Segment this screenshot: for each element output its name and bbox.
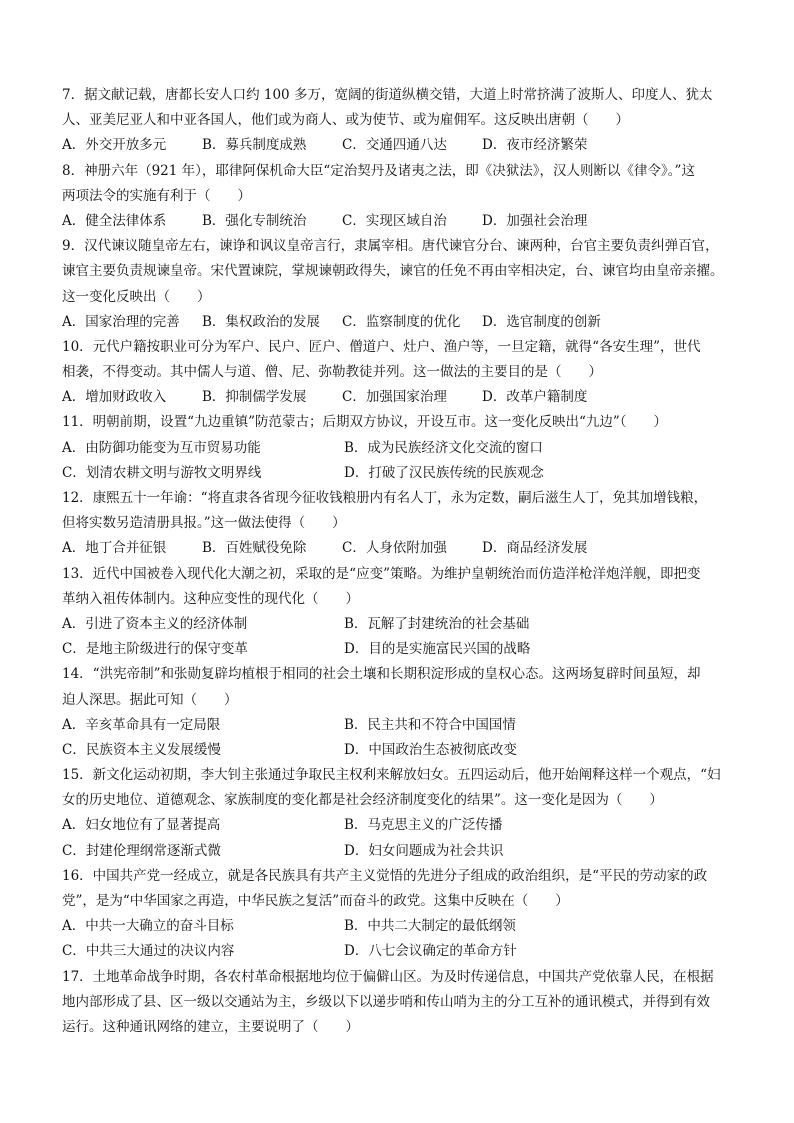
options-row [62, 839, 738, 864]
question-text-line: 地内部形成了县、区一级以交通站为主，乡级以下以递步哨和传山哨为主的分工互补的通讯模式，并得到有效 [62, 993, 710, 1010]
question-text-line: 相袭，不得变动。其中儒人与道、僧、尼、弥勒教徒并列。这一做法的主要目的是（ ） [62, 364, 602, 381]
option-c: C．民族资本主义发展缓慢 [62, 741, 221, 758]
question-text-line: 党”，是为“中华国家之再造，中华民族之复活”而奋斗的政党。这集中反映在（ ） [62, 893, 569, 909]
option-d: D．夜市经济繁荣 [482, 137, 588, 154]
question-10 [62, 335, 738, 411]
options-row [62, 738, 738, 763]
options-row [62, 637, 738, 662]
question-text-line: 10．元代户籍按职业可分为军户、民户、匠户、僧道户、灶户、渔户等，一旦定籍，就得“各安生理”，世代 [62, 338, 701, 355]
option-d: D．选官制度的创新 [482, 313, 601, 330]
option-a: A．国家治理的完善 [62, 313, 180, 330]
question-9 [62, 234, 738, 335]
question-text-line: 11．明朝前期，设置“九边重镇”防范蒙古；后期双方协议，开设互市。这一变化反映出“九边”（ ） [62, 414, 668, 431]
question-text-line: 15．新文化运动初期，李大钊主张通过争取民主权利来解放妇女。五四运动后，他开始阐释这样一个观点，“妇 [62, 767, 721, 784]
question-text-line: 7．据文献记载，唐都长安人口约 100 多万，宽阔的街道纵横交错，大道上时常挤满了波斯人、印度人、犹太 [62, 87, 713, 103]
option-b: B．成为民族经济文化交流的窗口 [344, 439, 543, 456]
options-row [62, 461, 738, 486]
question-text-line: 女的历史地位、道德观念、家族制度的变化都是社会经济制度变化的结果”。这一变化是因为（ ） [62, 792, 663, 809]
options-row [62, 813, 738, 838]
option-a: A．中共一大确立的奋斗目标 [62, 918, 234, 935]
question-text-line: 谏官主要负责规谏皇帝。宋代置谏院，掌规谏朝政得失，谏官的任免不再由宰相决定，台、谏官均由皇帝亲擢。 [62, 263, 724, 280]
option-a: A．增加财政收入 [62, 389, 167, 406]
option-a: A．引进了资本主义的经济体制 [62, 615, 248, 632]
option-a: A．外交开放多元 [62, 137, 167, 154]
option-c: C．交通四通八达 [342, 137, 447, 154]
option-c: C．监察制度的优化 [342, 313, 461, 330]
question-text-line: 13．近代中国被卷入现代化大潮之初，采取的是“应变”策略。为维护皇朝统治而仿造洋枪洋炮洋舰，即把变 [62, 565, 701, 582]
option-c: C．划清农耕文明与游牧文明界线 [62, 464, 262, 481]
option-b: B．马克思主义的广泛传播 [344, 817, 503, 834]
question-text-line: 8．神册六年（921 年），耶律阿保机命大臣“定治契丹及诸夷之法，即《决狱法》，汉人则断以《律令》。”这 [62, 162, 695, 179]
option-d: D．中国政治生态被彻底改变 [344, 741, 517, 758]
option-a: A．妇女地位有了显著提高 [62, 817, 221, 834]
option-c: C．封建伦理纲常逐渐式微 [62, 842, 221, 859]
question-15 [62, 763, 738, 864]
option-c: C．人身依附加强 [342, 540, 447, 557]
option-c: C．中共三大通过的决议内容 [62, 943, 235, 960]
options-row [62, 939, 738, 964]
options-row [62, 612, 738, 637]
options-row [62, 133, 738, 158]
option-b: B．民主共和不符合中国国情 [344, 716, 516, 733]
question-12 [62, 486, 738, 562]
option-b: B．百姓赋役免除 [202, 540, 307, 557]
options-row [62, 310, 738, 335]
option-d: D．改革户籍制度 [482, 389, 588, 406]
question-16 [62, 864, 738, 965]
option-b: B．集权政治的发展 [202, 313, 320, 330]
question-8 [62, 159, 738, 235]
option-b: B．募兵制度成熟 [202, 137, 307, 154]
question-text-line: 17．土地革命战争时期，各农村革命根据地均位于偏僻山区。为及时传递信息，中国共产党依靠人民，在根据 [62, 968, 714, 985]
option-b: B．抑制儒学发展 [202, 389, 307, 406]
options-row [62, 436, 738, 461]
options-row [62, 536, 738, 561]
option-b: B．瓦解了封建统治的社会基础 [344, 615, 530, 632]
question-text-line: 16．中国共产党一经成立，就是各民族具有共产主义觉悟的先进分子组成的政治组织，是“平民的劳动家的政 [62, 867, 708, 884]
option-d: D．加强社会治理 [482, 212, 588, 229]
option-a: A．由防御功能变为互市贸易功能 [62, 439, 261, 456]
question-11 [62, 410, 738, 486]
option-a: A．辛亥革命具有一定局限 [62, 716, 221, 733]
option-a: A．健全法律体系 [62, 212, 167, 229]
question-text-line: 迫人深思。据此可知（ ） [62, 691, 238, 708]
question-list [62, 83, 738, 1040]
option-b: B．强化专制统治 [202, 212, 307, 229]
options-row [62, 209, 738, 234]
question-text-line: 这一变化反映出（ ） [62, 288, 211, 305]
option-b: B．中共二大制定的最低纲领 [344, 918, 516, 935]
option-d: D．妇女问题成为社会共识 [344, 842, 504, 859]
option-a: A．地丁合并征银 [62, 540, 167, 557]
option-c: C．实现区域自治 [342, 212, 447, 229]
option-d: D．八七会议确定的革命方针 [344, 943, 517, 960]
option-c: C．是地主阶级进行的保守变革 [62, 641, 248, 658]
options-row [62, 713, 738, 738]
question-17 [62, 965, 738, 1041]
question-text-line: 但将实数另造清册具报。”这一做法使得（ ） [62, 515, 346, 532]
option-d: D．打破了汉民族传统的民族观念 [344, 464, 544, 481]
question-text-line: 革纳入祖传体制内。这种应变性的现代化（ ） [62, 590, 359, 607]
options-row [62, 385, 738, 410]
question-14 [62, 662, 738, 763]
option-c: C．加强国家治理 [342, 389, 447, 406]
question-text-line: 人、亚美尼亚人和中亚各国人，他们或为商人、或为使节、或为雇佣军。这反映出唐朝（ ） [62, 112, 629, 129]
option-d: D．商品经济发展 [482, 540, 588, 557]
question-7 [62, 83, 738, 159]
option-d: D．目的是实施富民兴国的战略 [344, 641, 531, 658]
question-13 [62, 562, 738, 663]
question-text-line: 9．汉代谏议随皇帝左右，谏诤和讽议皇帝言行，隶属宰相。唐代谏官分台、谏两种，台官主要负责纠弹百官， [62, 238, 719, 255]
question-text-line: 两项法令的实施有利于（ ） [62, 187, 251, 204]
options-row [62, 914, 738, 939]
question-text-line: 12．康熙五十一年谕：“将直隶各省现今征收钱粮册内有名人丁，永为定数，嗣后滋生人丁，免其加增钱粮， [62, 490, 708, 506]
question-text-line: 14．“洪宪帝制”和张勋复辟均植根于相同的社会土壤和长期积淀形成的皇权心态。这两场复辟时间虽短，却 [62, 666, 701, 683]
question-text-line: 运行。这种通讯网络的建立，主要说明了（ ） [62, 1018, 359, 1035]
